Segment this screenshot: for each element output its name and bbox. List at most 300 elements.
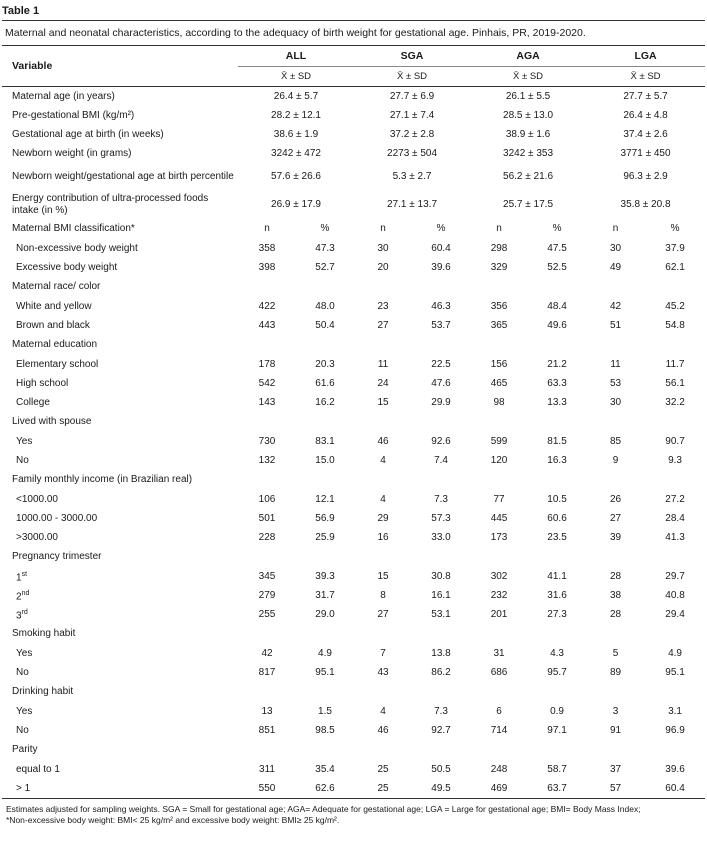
cell-pct: 62.1 bbox=[665, 261, 685, 273]
cell-n: 85 bbox=[609, 435, 622, 447]
section-spacer bbox=[238, 547, 705, 567]
row-label bbox=[2, 586, 238, 605]
row-label bbox=[2, 663, 238, 682]
ordinal-suffix: rd bbox=[21, 608, 28, 616]
cell-n: 178 bbox=[258, 358, 276, 370]
section-title: Maternal BMI classification* bbox=[12, 223, 135, 234]
section-spacer bbox=[238, 335, 705, 355]
section-header-row bbox=[2, 682, 705, 702]
cell-n: 43 bbox=[377, 666, 389, 678]
row-label-text: 3 bbox=[16, 610, 22, 622]
cell-pct: 0.9 bbox=[550, 705, 564, 717]
cell-mean-sd: 27.1 ± 13.7 bbox=[387, 199, 438, 210]
cell-n: 358 bbox=[258, 242, 276, 254]
cell-pct: 21.2 bbox=[547, 358, 567, 370]
cell-pct: 32.2 bbox=[665, 396, 685, 408]
table-row bbox=[2, 297, 705, 316]
cell-n: 37 bbox=[609, 763, 622, 775]
row-label bbox=[2, 451, 238, 470]
table-row bbox=[2, 605, 705, 624]
table-caption: Maternal and neonatal characteristics, according to the adequacy of birth weight for gestational age. Pinhais, PR, 2019-2020. bbox=[5, 27, 586, 39]
cell-n: 39 bbox=[609, 531, 622, 543]
cell-n: 15 bbox=[377, 396, 389, 408]
cell-n: 77 bbox=[493, 493, 505, 505]
cell-n: 6 bbox=[496, 705, 502, 717]
table-row bbox=[2, 191, 705, 219]
cell-n: 730 bbox=[258, 435, 276, 447]
section-header-row bbox=[2, 412, 705, 432]
cell-pct: 45.2 bbox=[665, 300, 685, 312]
footnote-abbreviations: Estimates adjusted for sampling weights. SGA = Small for gestational age; AGA= Adequate for gestational age; LGA = Large for gestational age; BMI= Body Mass Index; bbox=[6, 804, 641, 814]
cell-pct: 27.3 bbox=[547, 608, 567, 620]
cell-n: 49 bbox=[609, 261, 622, 273]
cell-n: 4 bbox=[380, 454, 386, 466]
cell-n: 4 bbox=[380, 493, 386, 505]
cell-pct: 29.9 bbox=[431, 396, 451, 408]
row-label-text: 2 bbox=[16, 591, 22, 603]
cell-n: 91 bbox=[609, 724, 622, 736]
cell-pct: 49.5 bbox=[412, 779, 470, 799]
cell-pct: 13.8 bbox=[431, 647, 451, 659]
cell-n: 27 bbox=[377, 608, 389, 620]
group-header-lga: LGA bbox=[586, 46, 705, 67]
ordinal-suffix: nd bbox=[21, 589, 30, 597]
section-spacer bbox=[238, 277, 705, 297]
cell-n: 228 bbox=[258, 531, 276, 543]
cell-n: 42 bbox=[609, 300, 622, 312]
cell-pct: 95.1 bbox=[665, 666, 685, 678]
table-row bbox=[2, 586, 705, 605]
cell-n: 57 bbox=[586, 779, 645, 799]
cell-pct: 10.5 bbox=[547, 493, 567, 505]
cell-pct: 48.0 bbox=[315, 300, 335, 312]
cell-n: 30 bbox=[609, 242, 622, 254]
row-label bbox=[2, 509, 238, 528]
cell-n: 279 bbox=[258, 589, 276, 601]
cell-pct: 23.5 bbox=[547, 531, 567, 543]
pct-header: % bbox=[436, 223, 446, 234]
pct-header: % bbox=[320, 223, 330, 234]
cell-n: 106 bbox=[258, 493, 276, 505]
table-row bbox=[2, 760, 705, 779]
cell-pct: 39.6 bbox=[431, 261, 451, 273]
cell-pct: 60.6 bbox=[547, 512, 567, 524]
row-label bbox=[2, 605, 238, 624]
cell-pct: 9.3 bbox=[668, 454, 682, 466]
cell-n: 7 bbox=[380, 647, 386, 659]
table-row bbox=[2, 125, 705, 144]
section-title: Family monthly income (in Brazilian real) bbox=[12, 474, 193, 485]
cell-pct: 50.4 bbox=[315, 319, 335, 331]
cell-mean-sd: 25.7 ± 17.5 bbox=[503, 199, 554, 210]
cell-n: 46 bbox=[377, 435, 389, 447]
row-label-text: Elementary school bbox=[16, 358, 99, 370]
section-spacer bbox=[238, 624, 705, 644]
section-spacer bbox=[238, 740, 705, 760]
cell-pct: 95.1 bbox=[315, 666, 335, 678]
row-label-text: Excessive body weight bbox=[16, 261, 118, 273]
table-row bbox=[2, 663, 705, 682]
group-header-aga: AGA bbox=[470, 46, 586, 67]
cell-n: 422 bbox=[258, 300, 276, 312]
cell-n: 11 bbox=[610, 358, 621, 370]
cell-mean-sd: 37.4 ± 2.6 bbox=[623, 128, 668, 140]
cell-n: 28 bbox=[609, 608, 622, 620]
row-label-text: No bbox=[16, 454, 29, 466]
cell-pct: 92.6 bbox=[431, 435, 451, 447]
cell-pct: 52.5 bbox=[547, 261, 567, 273]
cell-mean-sd: 96.3 ± 2.9 bbox=[623, 171, 668, 182]
cell-n: 817 bbox=[258, 666, 276, 678]
cell-n: 443 bbox=[258, 319, 276, 331]
row-label bbox=[2, 644, 238, 663]
cell-n: 4 bbox=[380, 705, 386, 717]
row-label-text: 1 bbox=[16, 572, 22, 584]
cell-n: 11 bbox=[377, 358, 389, 370]
row-label: Pre-gestational BMI (kg/m²) bbox=[12, 109, 135, 121]
cell-n: 120 bbox=[490, 454, 508, 466]
table-row bbox=[2, 721, 705, 740]
row-label-text: equal to 1 bbox=[16, 763, 60, 775]
cell-pct: 31.6 bbox=[547, 589, 567, 601]
table-row bbox=[2, 106, 705, 125]
cell-pct: 3.1 bbox=[668, 705, 682, 717]
mean-sd-header: X̄ ± SD bbox=[238, 67, 354, 87]
cell-pct: 4.9 bbox=[668, 647, 682, 659]
cell-pct: 50.5 bbox=[431, 763, 451, 775]
cell-n: 51 bbox=[609, 319, 622, 331]
row-label-text: College bbox=[16, 396, 50, 408]
cell-pct: 53.1 bbox=[431, 608, 451, 620]
variable-header: Variable bbox=[2, 46, 238, 87]
cell-pct: 54.8 bbox=[665, 319, 685, 331]
cell-n: 26 bbox=[609, 493, 622, 505]
row-label-text: No bbox=[16, 666, 29, 678]
cell-pct: 56.1 bbox=[665, 377, 685, 389]
row-label bbox=[2, 297, 238, 316]
cell-pct: 29.4 bbox=[665, 608, 685, 620]
row-label: Energy contribution of ultra-processed foods intake (in %) bbox=[12, 193, 209, 216]
table-row bbox=[2, 432, 705, 451]
cell-mean-sd: 28.2 ± 12.1 bbox=[271, 109, 321, 121]
section-title: Parity bbox=[12, 744, 38, 755]
cell-n: 42 bbox=[261, 647, 273, 659]
table-label: Table 1 bbox=[2, 5, 40, 17]
cell-n: 53 bbox=[609, 377, 622, 389]
cell-pct: 22.5 bbox=[431, 358, 451, 370]
cell-pct: 31.7 bbox=[315, 589, 335, 601]
table-row bbox=[2, 87, 705, 107]
cell-pct: 39.3 bbox=[315, 570, 335, 582]
table-row bbox=[2, 374, 705, 393]
cell-pct: 60.4 bbox=[645, 779, 705, 799]
cell-n: 686 bbox=[490, 666, 508, 678]
cell-mean-sd: 26.1 ± 5.5 bbox=[505, 90, 551, 102]
row-label-text: 1000.00 - 3000.00 bbox=[16, 512, 98, 524]
cell-mean-sd: 27.7 ± 5.7 bbox=[623, 90, 668, 102]
row-label-text: >3000.00 bbox=[16, 531, 58, 543]
cell-n: 25 bbox=[354, 779, 412, 799]
cell-pct: 30.8 bbox=[431, 570, 451, 582]
table-row bbox=[2, 239, 705, 258]
cell-n: 143 bbox=[258, 396, 276, 408]
table-body bbox=[2, 46, 705, 799]
table-row bbox=[2, 528, 705, 547]
cell-mean-sd: 26.4 ± 4.8 bbox=[623, 109, 668, 121]
cell-pct: 4.9 bbox=[318, 647, 332, 659]
cell-pct: 29.0 bbox=[315, 608, 335, 620]
cell-n: 8 bbox=[380, 589, 386, 601]
mean-sd-header: X̄ ± SD bbox=[470, 67, 586, 87]
cell-pct: 46.3 bbox=[431, 300, 451, 312]
cell-n: 255 bbox=[258, 608, 276, 620]
cell-n: 25 bbox=[377, 763, 389, 775]
cell-pct: 47.5 bbox=[547, 242, 567, 254]
cell-n: 24 bbox=[377, 377, 389, 389]
cell-n: 3 bbox=[612, 705, 619, 717]
section-spacer bbox=[238, 412, 705, 432]
row-label bbox=[2, 490, 238, 509]
cell-pct: 40.8 bbox=[665, 589, 685, 601]
cell-n: 5 bbox=[612, 647, 619, 659]
section-title: Smoking habit bbox=[12, 628, 76, 639]
section-title: Pregnancy trimester bbox=[12, 551, 102, 562]
cell-n: 501 bbox=[258, 512, 276, 524]
table-row bbox=[2, 490, 705, 509]
footnote-bmi: *Non-excessive body weight: BMI< 25 kg/m² and excessive body weight: BMI≥ 25 kg/m². bbox=[6, 815, 340, 825]
cell-mean-sd: 3242 ± 353 bbox=[503, 147, 554, 159]
table-row bbox=[2, 163, 705, 191]
cell-pct: 47.6 bbox=[431, 377, 451, 389]
cell-pct: 49.6 bbox=[547, 319, 567, 331]
table-row bbox=[2, 451, 705, 470]
cell-mean-sd: 27.7 ± 6.9 bbox=[389, 90, 435, 102]
cell-pct: 13.3 bbox=[547, 396, 567, 408]
table-row bbox=[2, 509, 705, 528]
cell-n: 345 bbox=[258, 570, 276, 582]
cell-n: 16 bbox=[377, 531, 389, 543]
cell-n: 248 bbox=[490, 763, 508, 775]
n-header: n bbox=[496, 223, 502, 234]
row-label bbox=[2, 374, 238, 393]
cell-n: 89 bbox=[609, 666, 622, 678]
cell-n: 30 bbox=[377, 242, 389, 254]
section-header-row bbox=[2, 740, 705, 760]
cell-n: 13 bbox=[261, 705, 273, 717]
cell-n: 30 bbox=[609, 396, 622, 408]
cell-pct: 63.3 bbox=[547, 377, 567, 389]
cell-n: 469 bbox=[470, 779, 528, 799]
cell-pct: 25.9 bbox=[315, 531, 335, 543]
cell-mean-sd: 26.4 ± 5.7 bbox=[273, 90, 319, 102]
cell-pct: 58.7 bbox=[547, 763, 567, 775]
section-spacer bbox=[238, 682, 705, 702]
row-label bbox=[2, 432, 238, 451]
table-row bbox=[2, 567, 705, 586]
data-table bbox=[2, 45, 705, 799]
cell-pct: 27.2 bbox=[665, 493, 685, 505]
cell-pct: 41.1 bbox=[547, 570, 567, 582]
mean-sd-header: X̄ ± SD bbox=[586, 67, 705, 87]
cell-n: 398 bbox=[258, 261, 276, 273]
cell-pct: 86.2 bbox=[431, 666, 451, 678]
table-row bbox=[2, 702, 705, 721]
row-label: Newborn weight (in grams) bbox=[12, 147, 132, 159]
row-label-text: Yes bbox=[16, 647, 33, 659]
section-header-row bbox=[2, 547, 705, 567]
cell-pct: 39.6 bbox=[665, 763, 685, 775]
cell-pct: 57.3 bbox=[431, 512, 451, 524]
row-label-text: White and yellow bbox=[16, 300, 92, 312]
cell-pct: 81.5 bbox=[547, 435, 567, 447]
row-label bbox=[2, 316, 238, 335]
row-label bbox=[2, 779, 238, 799]
cell-pct: 33.0 bbox=[431, 531, 451, 543]
cell-pct: 37.9 bbox=[665, 242, 685, 254]
cell-pct: 16.3 bbox=[547, 454, 567, 466]
cell-n: 329 bbox=[490, 261, 508, 273]
table-row bbox=[2, 258, 705, 277]
cell-n: 132 bbox=[258, 454, 276, 466]
cell-pct: 83.1 bbox=[315, 435, 335, 447]
cell-mean-sd: 57.6 ± 26.6 bbox=[271, 171, 321, 182]
cell-pct: 15.0 bbox=[315, 454, 335, 466]
row-label bbox=[2, 702, 238, 721]
cell-mean-sd: 38.6 ± 1.9 bbox=[273, 128, 319, 140]
cell-pct: 53.7 bbox=[431, 319, 451, 331]
cell-mean-sd: 2273 ± 504 bbox=[387, 147, 438, 159]
cell-n: 38 bbox=[609, 589, 622, 601]
cell-n: 173 bbox=[490, 531, 508, 543]
cell-pct: 12.1 bbox=[315, 493, 335, 505]
cell-n: 542 bbox=[258, 377, 276, 389]
row-label bbox=[2, 393, 238, 412]
table-row bbox=[2, 144, 705, 163]
cell-pct: 52.7 bbox=[315, 261, 335, 273]
cell-n: 851 bbox=[258, 724, 276, 736]
section-title: Drinking habit bbox=[12, 686, 74, 697]
section-title: Lived with spouse bbox=[12, 416, 92, 427]
section-header-row bbox=[2, 624, 705, 644]
row-label-text: <1000.00 bbox=[16, 493, 58, 505]
cell-pct: 35.4 bbox=[315, 763, 335, 775]
cell-n: 201 bbox=[490, 608, 508, 620]
header-row-groups bbox=[2, 46, 705, 67]
row-label bbox=[2, 355, 238, 374]
table-footnotes bbox=[2, 799, 705, 826]
cell-mean-sd: 26.9 ± 17.9 bbox=[271, 199, 321, 210]
cell-pct: 1.5 bbox=[318, 705, 332, 717]
section-spacer bbox=[238, 470, 705, 490]
cell-n: 9 bbox=[612, 454, 619, 466]
n-header: n bbox=[380, 223, 386, 234]
cell-n: 15 bbox=[377, 570, 389, 582]
ordinal-suffix: st bbox=[21, 570, 28, 578]
row-label-text: Yes bbox=[16, 705, 33, 717]
cell-pct: 47.3 bbox=[315, 242, 335, 254]
section-header-row bbox=[2, 335, 705, 355]
table-row bbox=[2, 355, 705, 374]
cell-pct: 48.4 bbox=[547, 300, 567, 312]
cell-n: 356 bbox=[490, 300, 508, 312]
cell-n: 311 bbox=[259, 763, 275, 775]
row-label bbox=[2, 567, 238, 586]
row-label: Gestational age at birth (in weeks) bbox=[12, 128, 164, 140]
cell-n: 28 bbox=[609, 570, 622, 582]
cell-n: 365 bbox=[490, 319, 508, 331]
cell-n: 298 bbox=[490, 242, 508, 254]
cell-n: 46 bbox=[377, 724, 389, 736]
cell-pct: 16.2 bbox=[315, 396, 335, 408]
cell-mean-sd: 5.3 ± 2.7 bbox=[392, 171, 432, 182]
cell-mean-sd: 28.5 ± 13.0 bbox=[503, 109, 554, 121]
cell-n: 27 bbox=[609, 512, 622, 524]
cell-pct: 62.6 bbox=[296, 779, 354, 799]
cell-pct: 7.4 bbox=[434, 454, 448, 466]
cell-n: 550 bbox=[238, 779, 296, 799]
cell-n: 31 bbox=[493, 647, 505, 659]
cell-pct: 95.7 bbox=[547, 666, 567, 678]
section-header-row bbox=[2, 277, 705, 297]
table-row bbox=[2, 316, 705, 335]
row-label bbox=[2, 258, 238, 277]
cell-pct: 20.3 bbox=[315, 358, 335, 370]
row-label-text: Brown and black bbox=[16, 319, 90, 331]
mean-sd-header: X̄ ± SD bbox=[354, 67, 470, 87]
cell-pct: 29.7 bbox=[665, 570, 685, 582]
cell-pct: 96.9 bbox=[665, 724, 685, 736]
cell-n: 98 bbox=[493, 396, 505, 408]
cell-pct: 92.7 bbox=[431, 724, 451, 736]
cell-n: 714 bbox=[490, 724, 508, 736]
cell-mean-sd: 35.8 ± 20.8 bbox=[620, 199, 671, 210]
cell-pct: 56.9 bbox=[315, 512, 335, 524]
cell-n: 29 bbox=[377, 512, 389, 524]
cell-n: 232 bbox=[490, 589, 508, 601]
cell-pct: 7.3 bbox=[434, 493, 448, 505]
cell-mean-sd: 38.9 ± 1.6 bbox=[505, 128, 551, 140]
cell-pct: 41.3 bbox=[665, 531, 685, 543]
table-row bbox=[2, 644, 705, 663]
cell-n: 445 bbox=[490, 512, 508, 524]
cell-n: 599 bbox=[490, 435, 508, 447]
cell-mean-sd: 37.2 ± 2.8 bbox=[389, 128, 435, 140]
cell-pct: 4.3 bbox=[550, 647, 564, 659]
cell-pct: 90.7 bbox=[665, 435, 685, 447]
row-label-text: > 1 bbox=[16, 782, 31, 794]
n-header: n bbox=[612, 223, 619, 234]
cell-n: 23 bbox=[377, 300, 389, 312]
cell-mean-sd: 27.1 ± 7.4 bbox=[389, 109, 435, 121]
cell-mean-sd: 56.2 ± 21.6 bbox=[503, 171, 554, 182]
row-label: Newborn weight/gestational age at birth percentile bbox=[12, 171, 234, 182]
cell-pct: 16.1 bbox=[431, 589, 451, 601]
cell-n: 27 bbox=[377, 319, 389, 331]
row-label-text: Non-excessive body weight bbox=[16, 242, 138, 254]
cell-n: 465 bbox=[490, 377, 508, 389]
n-header: n bbox=[264, 223, 270, 234]
group-header-all: ALL bbox=[238, 46, 354, 67]
row-label bbox=[2, 528, 238, 547]
row-label: Maternal age (in years) bbox=[12, 90, 115, 102]
cell-pct: 98.5 bbox=[315, 724, 335, 736]
cell-pct: 7.3 bbox=[434, 705, 448, 717]
row-label bbox=[2, 721, 238, 740]
table-row bbox=[2, 393, 705, 412]
row-label-text: Yes bbox=[16, 435, 33, 447]
section-title: Maternal education bbox=[12, 339, 98, 350]
group-header-sga: SGA bbox=[354, 46, 470, 67]
